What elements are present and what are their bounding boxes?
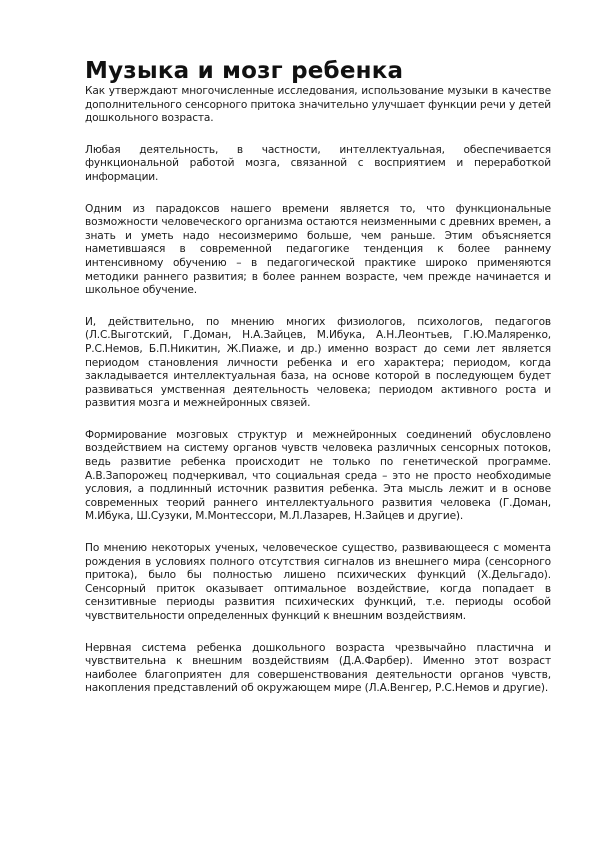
paragraph-6: По мнению некоторых ученых, человеческое существо, развивающееся с момента рождения в условиях полного отсутствия сигналов из внешнего мира (сенсорного притока), было бы полностью лишено психических функций (Х.Дельгадо). Сенсорный приток оказывает оптимальное воздействие, когда попадает в сензитивные периоды развития психических функций, т.е. периоды особой чувствительности определенных функций к внешним воздействиям. [85, 542, 551, 622]
paragraph-4: И, действительно, по мнению многих физиологов, психологов, педагогов (Л.С.Выготский, Г.Доман, Н.А.Зайцев, М.Ибука, А.Н.Леонтьев, Г.Ю.Маляренко, Р.С.Немов, Б.П.Никитин, Ж.Пиаже, и др.) именно возраст до семи лет является периодом становления личности ребенка и его характера; периодом, когда закладывается интеллектуальная база, на основе которой в последующем будет развиваться умственная деятельность человека; периодом активного роста и развития мозга и межнейронных связей. [85, 315, 551, 410]
paragraph-5: Формирование мозговых структур и межнейронных соединений обусловлено воздействием на систему органов чувств человека различных сенсорных потоков, ведь развитие ребенка происходит не только по генетической программе. А.В.Запорожец подчеркивал, что социальная среда – это не просто необходимые условия, а подлинный источник развития ребенка. Эта мысль лежит и в основе современных теорий раннего интеллектуального развития человека (Г.Доман, М.Ибука, Ш.Сузуки, М.Монтессори, М.Л.Лазарев, Н.Зайцев и другие). [85, 428, 551, 523]
paragraph-7: Нервная система ребенка дошкольного возраста чрезвычайно пластична и чувствительна к внешним воздействиям (Д.А.Фарбер). Именно этот возраст наиболее благоприятен для совершенствования деятельности органов чувств, накопления представлений об окружающем мире (Л.А.Венгер, Р.С.Немов и другие). [85, 641, 551, 695]
document-title: Музыка и мозг ребенка [85, 58, 404, 84]
document-page [85, 58, 551, 714]
paragraph-2: Любая деятельность, в частности, интеллектуальная, обеспечивается функциональной работой мозга, связанной с восприятием и переработкой информации. [85, 143, 551, 183]
paragraph-1: Как утверждают многочисленные исследования, использование музыки в качестве дополнительного сенсорного притока значительно улучшает функции речи у детей дошкольного возраста. [85, 85, 551, 125]
paragraph-3: Одним из парадоксов нашего времени является то, что функциональные возможности человеческого организма остаются неизменными с древних времен, а знать и уметь надо несоизмеримо больше, чем раньше. Этим объясняется наметившаяся в современной педагогике тенденция к более раннему интенсивному обучению – в педагогической практике широко применяются методики раннего развития; в более раннем возрасте, чем прежде начинается и школьное обучение. [85, 202, 551, 297]
